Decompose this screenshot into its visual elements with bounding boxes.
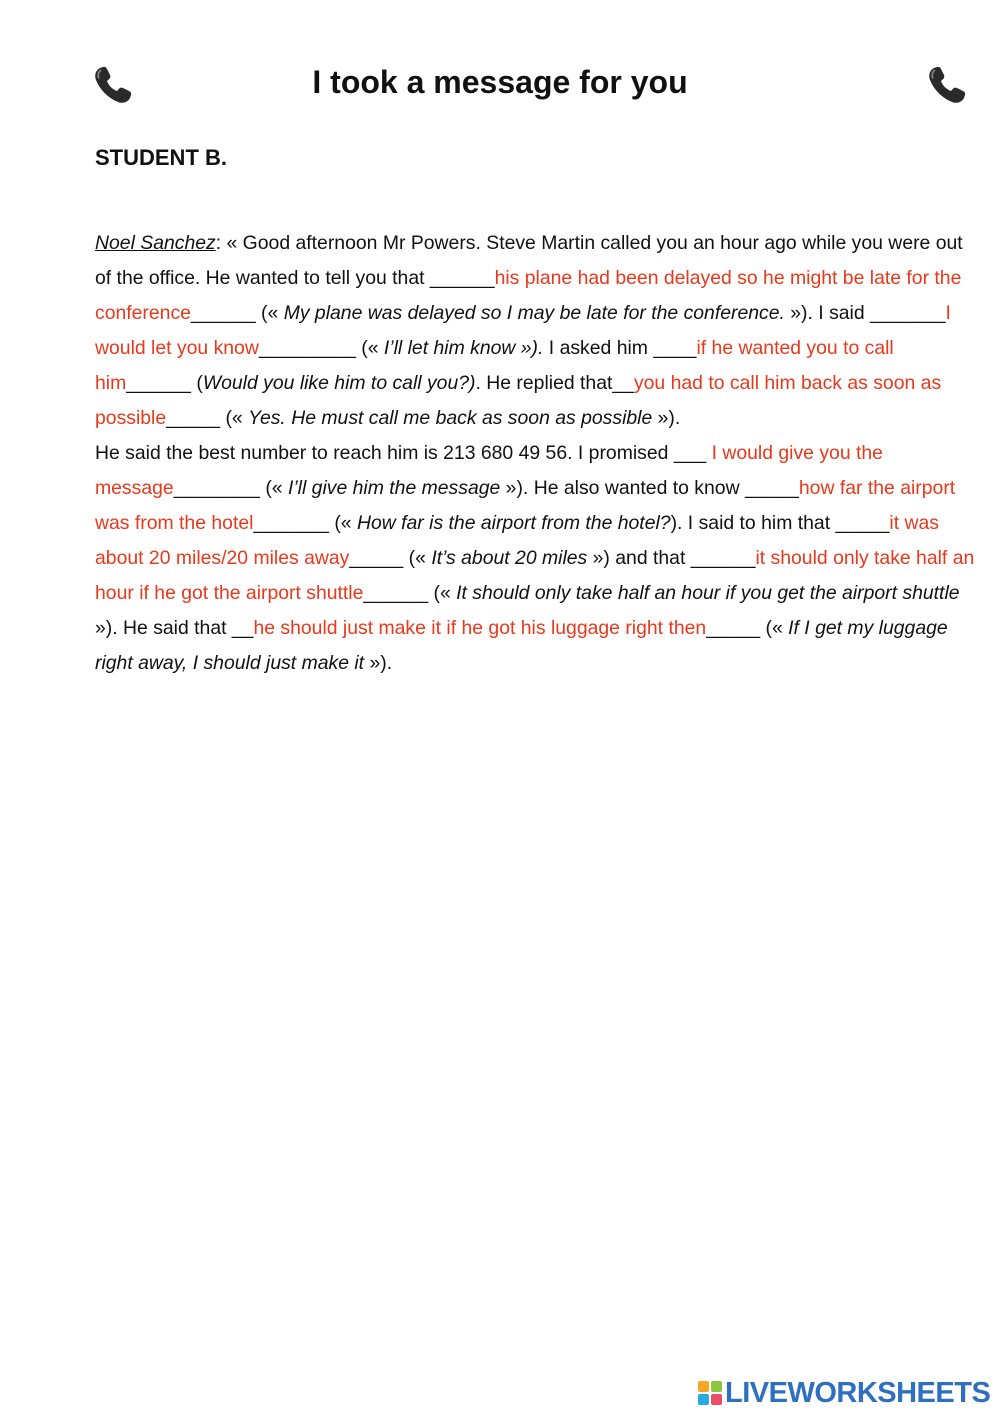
passage-text: ________ (« <box>173 477 288 499</box>
answer-2[interactable]: I would let you know <box>95 302 951 359</box>
passage-text: _____ (« <box>706 617 789 639</box>
passage-text: _______ (« <box>253 512 357 534</box>
answer-6[interactable]: how far the airport was from the hotel <box>95 477 956 534</box>
answer-1[interactable]: his plane had been delayed so he might be late for the conference <box>95 267 962 324</box>
liveworksheets-logo-icon <box>697 1380 723 1406</box>
brand-name: LIVEWORKSHEETS <box>725 1377 991 1409</box>
passage-text: ______ (« <box>190 302 284 324</box>
passage-text: He said the best number to reach him is 213 680 49 56. I promised ___ <box>95 442 712 464</box>
quote-2: I’ll let him know »). <box>383 337 544 359</box>
passage-text: »). <box>364 652 393 674</box>
passage-text: _____ (« <box>349 547 432 569</box>
passage-text: . He replied that__ <box>475 372 634 394</box>
answer-3[interactable]: if he wanted you to call him <box>95 337 894 394</box>
passage-text: »). He said that __ <box>95 617 254 639</box>
passage-text: I asked him ____ <box>543 337 697 359</box>
passage-text: »). He also wanted to know _____ <box>500 477 799 499</box>
quote-9: If I get my luggage right away, I should just make it <box>95 617 948 674</box>
quote-5: I’ll give him the message <box>287 477 501 499</box>
quote-6: How far is the airport from the hotel? <box>356 512 671 534</box>
answer-9[interactable]: he should just make it if he got his luggage right then <box>253 617 707 639</box>
answer-7[interactable]: it was about 20 miles/20 miles away <box>95 512 939 569</box>
page-title: I took a message for you <box>312 64 688 100</box>
speaker-name: Noel Sanchez <box>95 232 216 254</box>
passage-text: ______ (« <box>363 582 457 604</box>
answer-4[interactable]: you had to call him back as soon as possible <box>95 372 942 429</box>
passage-text: ). I said to him that _____ <box>670 512 890 534</box>
passage-text: : « Good afternoon Mr Powers. Steve Martin called you an hour ago while you were out of the office. He wanted to tell you that ______ <box>95 232 963 289</box>
passage-text: »). I said _______ <box>784 302 946 324</box>
quote-7: It’s about 20 miles <box>431 547 588 569</box>
quote-4: Yes. He must call me back as soon as possible <box>248 407 653 429</box>
passage-text: ______ ( <box>126 372 203 394</box>
passage-text: ») and that ______ <box>587 547 756 569</box>
answer-8[interactable]: it should only take half an hour if he got the airport shuttle <box>95 547 975 604</box>
quote-3: Would you like him to call you?) <box>202 372 476 394</box>
passage-text: »). <box>652 407 681 429</box>
quote-8: It should only take half an hour if you get the airport shuttle <box>456 582 960 604</box>
passage-text: _____ (« <box>166 407 249 429</box>
passage-text: _________ (« <box>258 337 384 359</box>
liveworksheets-logo <box>697 1376 990 1410</box>
student-label: STUDENT B. <box>95 145 227 170</box>
dialogue-passage <box>95 226 975 681</box>
answer-5[interactable]: I would give you the message <box>95 442 883 499</box>
quote-1: My plane was delayed so I may be late for the conference. <box>283 302 785 324</box>
